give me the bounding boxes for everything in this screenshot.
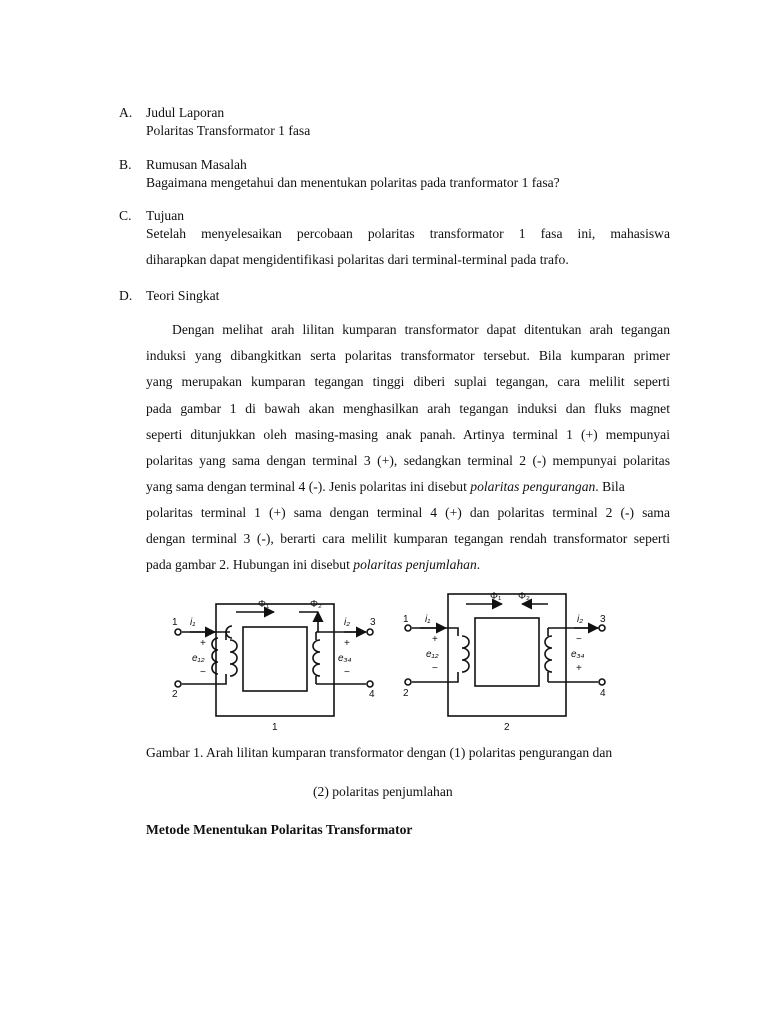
section-letter: C. xyxy=(119,208,132,223)
terminal-2 xyxy=(405,679,411,685)
diagram-label: 2 xyxy=(504,722,510,733)
section-heading: Teori Singkat xyxy=(146,288,220,303)
diagram-2-labels xyxy=(403,591,606,733)
primary-winding xyxy=(182,626,232,684)
paragraph-line: pada gambar 1 di bawah akan menghasilkan arah tegangan induksi dan fluks magnet xyxy=(146,401,670,416)
section-body-line: Polaritas Transformator 1 fasa xyxy=(146,123,311,138)
emf-label: e₃₄ xyxy=(571,649,585,660)
flux-label: Φ₂ xyxy=(310,599,322,610)
terminal-label: 2 xyxy=(172,689,178,700)
core-outer xyxy=(448,594,566,716)
terminal-3 xyxy=(599,625,605,631)
polarity-label: − xyxy=(344,667,350,678)
paragraph-line: polaritas yang sama dengan terminal 3 (+), sedangkan terminal 2 (-) mempunyai polaritas xyxy=(146,453,670,468)
paragraph-line: dengan terminal 3 (-), berarti cara melilit kumparan tegangan rendah transformator seperti xyxy=(146,531,670,546)
paragraph-line: seperti ditunjukkan oleh masing-masing anak panah. Artinya terminal 1 (+) mempunyai xyxy=(146,427,670,442)
emf-label: e₁₂ xyxy=(192,653,205,664)
paragraph-text: pada gambar 2. Hubungan ini disebut xyxy=(146,557,350,572)
terminal-label: 3 xyxy=(370,617,376,628)
terminal-label: 1 xyxy=(172,617,178,628)
polarity-label: − xyxy=(200,667,206,678)
terminal-3 xyxy=(367,629,373,635)
emf-label: e₃₄ xyxy=(338,653,352,664)
core-inner xyxy=(243,627,307,691)
paragraph-line: Dengan melihat arah lilitan kumparan transformator dapat ditentukan arah tegangan xyxy=(172,322,670,337)
terminal-label: 4 xyxy=(369,689,375,700)
terminal-4 xyxy=(599,679,605,685)
terminal-label: 4 xyxy=(600,688,606,699)
diagram-label: 1 xyxy=(272,722,278,733)
current-label: i₁ xyxy=(425,614,431,625)
emf-label: e₁₂ xyxy=(426,649,439,660)
section-letter: D. xyxy=(119,288,133,303)
term-polaritas-penjumlahan: polaritas penjumlahan xyxy=(353,557,477,572)
paragraph-line: yang merupakan kumparan tegangan tinggi diberi suplai tegangan, cara melilit seperti xyxy=(146,374,670,389)
terminal-label: 1 xyxy=(403,614,409,625)
current-label: i₁ xyxy=(190,617,196,628)
terminal-1 xyxy=(175,629,181,635)
terminal-4 xyxy=(367,681,373,687)
paragraph-text: yang sama dengan terminal 4 (-). Jenis polaritas ini disebut xyxy=(146,479,467,494)
paragraph-line: polaritas terminal 1 (+) sama dengan terminal 4 (+) dan polaritas terminal 2 (-) sama xyxy=(146,505,670,520)
paragraph-line: induksi yang dibangkitkan serta polaritas transformator tersebut. Bila kumparan primer xyxy=(146,348,670,363)
terminal-2 xyxy=(175,681,181,687)
paragraph-text: . Bila xyxy=(595,479,625,494)
section-body-line: diharapkan dapat mengidentifikasi polaritas dari terminal-terminal pada trafo. xyxy=(146,252,569,267)
polarity-label: − xyxy=(432,663,438,674)
polarity-label: + xyxy=(344,638,350,649)
section-letter: A. xyxy=(119,105,133,120)
terminal-label: 2 xyxy=(403,688,409,699)
primary-coil xyxy=(412,628,469,682)
flux-label: Φ₁ xyxy=(490,591,502,602)
paragraph-text: . xyxy=(476,557,481,572)
diagram-1-labels xyxy=(172,599,376,733)
current-label: i₂ xyxy=(344,617,351,628)
figure-caption: Gambar 1. Arah lilitan kumparan transformator dengan (1) polaritas pengurangan dan xyxy=(146,745,613,760)
flux-label: Φ₂ xyxy=(518,591,530,602)
term-polaritas-pengurangan: polaritas pengurangan xyxy=(470,479,596,494)
subheading: Metode Menentukan Polaritas Transformator xyxy=(146,822,413,837)
terminal-label: 3 xyxy=(600,614,606,625)
polarity-label: + xyxy=(432,634,438,645)
polarity-label: − xyxy=(576,634,582,645)
terminal-1 xyxy=(405,625,411,631)
core-outer xyxy=(216,604,334,716)
polarity-label: + xyxy=(200,638,206,649)
section-heading: Rumusan Masalah xyxy=(146,157,247,172)
section-body-line: Bagaimana mengetahui dan menentukan polaritas pada tranformator 1 fasa? xyxy=(146,175,560,190)
section-heading: Judul Laporan xyxy=(146,105,225,120)
flux-label: Φ₁ xyxy=(258,599,270,610)
section-letter: B. xyxy=(119,157,132,172)
section-body-line: Setelah menyelesaikan percobaan polaritas transformator 1 fasa ini, mahasiswa xyxy=(146,226,670,241)
current-label: i₂ xyxy=(577,614,584,625)
figure-caption-continued: (2) polaritas penjumlahan xyxy=(313,784,453,799)
section-heading: Tujuan xyxy=(146,208,185,223)
polarity-label: + xyxy=(576,663,582,674)
core-inner xyxy=(475,618,539,686)
